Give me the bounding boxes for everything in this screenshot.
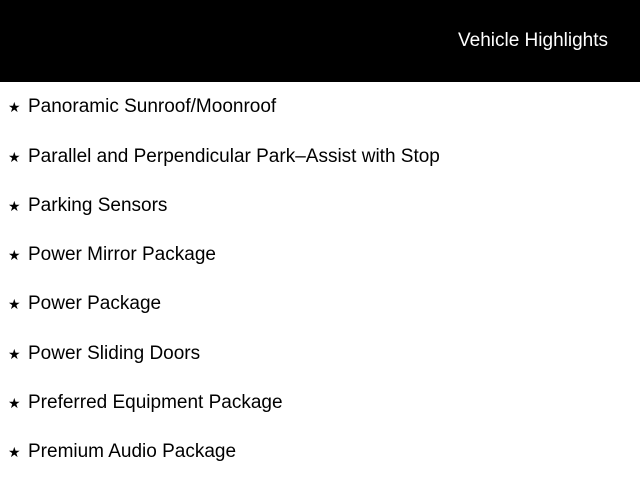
highlight-label: Panoramic Sunroof/Moonroof: [28, 96, 277, 117]
star-icon: ★: [8, 149, 21, 165]
list-item: [8, 292, 161, 316]
highlight-label: Power Mirror Package: [28, 244, 216, 265]
star-icon: ★: [8, 444, 21, 460]
highlight-label: Power Package: [28, 293, 162, 314]
highlight-label: Parallel and Perpendicular Park–Assist with Stop: [28, 146, 440, 167]
star-icon: ★: [8, 99, 21, 115]
list-item: [8, 95, 276, 119]
highlight-label: Parking Sensors: [28, 195, 168, 216]
list-item: [8, 440, 236, 464]
highlight-label: Preferred Equipment Package: [28, 392, 283, 413]
star-icon: ★: [8, 296, 21, 312]
page-title: Vehicle Highlights: [458, 30, 608, 51]
highlight-label: Power Sliding Doors: [28, 343, 201, 364]
star-icon: ★: [8, 198, 21, 214]
list-item: [8, 194, 167, 218]
list-item: [8, 243, 216, 267]
highlight-label: Premium Audio Package: [28, 441, 237, 462]
star-icon: ★: [8, 395, 21, 411]
star-icon: ★: [8, 346, 21, 362]
list-item: [8, 145, 440, 169]
star-icon: ★: [8, 247, 21, 263]
list-item: [8, 391, 283, 415]
list-item: [8, 342, 200, 366]
highlights-header: [0, 0, 640, 82]
